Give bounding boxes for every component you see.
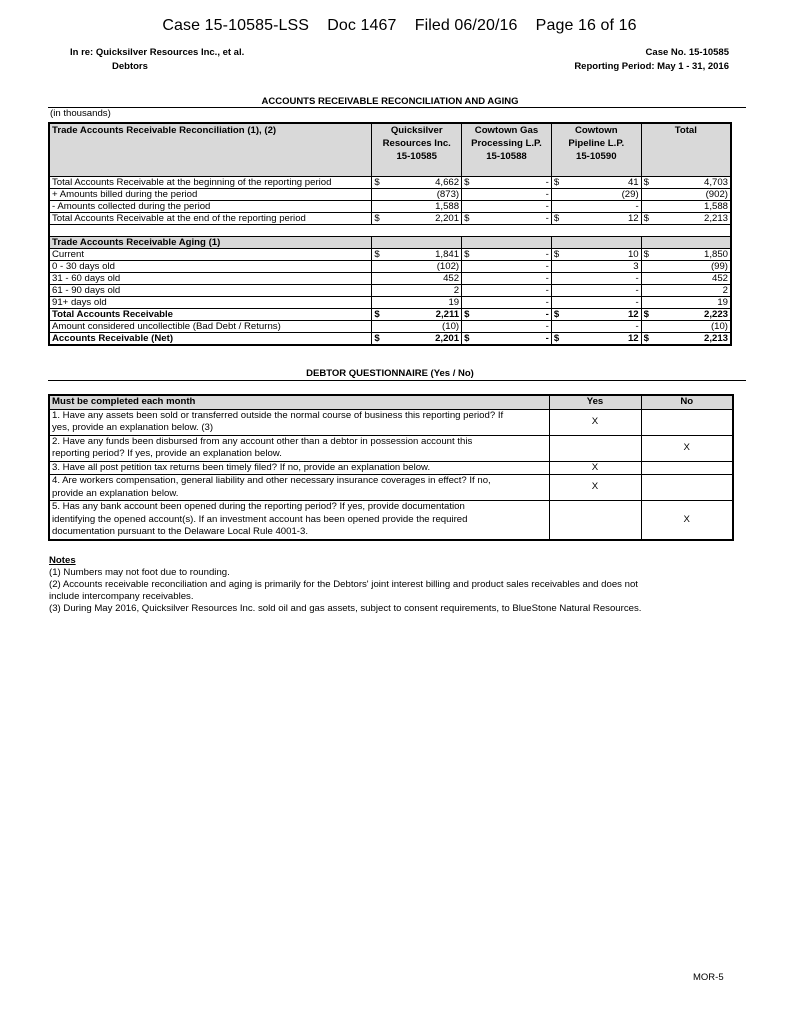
ar-currency-sign — [372, 261, 386, 273]
ar-amount-cell: 12 — [565, 213, 641, 225]
ar-section-title: ACCOUNTS RECEIVABLE RECONCILIATION AND AGING — [261, 96, 519, 107]
ar-amount-cell: - — [476, 285, 552, 297]
ar-amount-cell: 2,223 — [655, 309, 731, 321]
ar-currency-sign: $ — [372, 309, 386, 321]
question-text — [49, 475, 549, 501]
ar-currency-sign — [462, 261, 476, 273]
ar-amount-cell: 1,841 — [386, 249, 462, 261]
ar-amount-cell: 452 — [386, 273, 462, 285]
ar-row-label: 31 - 60 days old — [49, 273, 372, 285]
question-line: 5. Has any bank account been opened during the reporting period? If yes, provide documentation — [52, 501, 465, 512]
ar-currency-sign — [372, 297, 386, 309]
ar-row-label: Total Accounts Receivable at the beginning of the reporting period — [49, 177, 372, 189]
question-line: provide an explanation below. — [52, 487, 179, 499]
question-text — [49, 501, 549, 540]
ar-row-label: + Amounts billed during the period — [49, 189, 372, 201]
no-answer-cell — [641, 475, 733, 501]
ar-amount-cell: 41 — [565, 177, 641, 189]
ar-column-header — [641, 123, 731, 177]
ar-amount-cell: - — [565, 201, 641, 213]
question-line: reporting period? If yes, provide an explanation below. — [52, 448, 282, 459]
units-note: (in thousands) — [50, 108, 111, 119]
ar-currency-sign — [372, 273, 386, 285]
ar-amount-cell: - — [476, 333, 552, 346]
ar-currency-sign: $ — [641, 333, 655, 346]
yes-answer-cell: X — [549, 409, 641, 435]
ar-currency-sign: $ — [551, 177, 565, 189]
ar-amount-cell: (10) — [386, 321, 462, 333]
ar-amount-cell: 452 — [655, 273, 731, 285]
aging-header-blank — [462, 237, 552, 249]
ar-column-header-line: Processing L.P. — [471, 138, 542, 149]
ar-amount-cell: 1,588 — [386, 201, 462, 213]
questionnaire-row — [49, 475, 733, 501]
ar-header-label: Trade Accounts Receivable Reconciliation (1), (2) — [49, 123, 372, 177]
no-answer-cell: X — [641, 435, 733, 461]
ar-currency-sign — [641, 189, 655, 201]
ar-currency-sign — [551, 273, 565, 285]
ar-amount-cell: - — [476, 273, 552, 285]
ar-currency-sign — [462, 297, 476, 309]
ar-column-header-line: 15-10590 — [575, 151, 617, 162]
reporting-period: Reporting Period: May 1 - 31, 2016 — [574, 61, 729, 72]
ar-currency-sign — [462, 321, 476, 333]
ar-currency-sign: $ — [462, 309, 476, 321]
in-re-caption: In re: Quicksilver Resources Inc., et al. — [70, 47, 245, 58]
ar-currency-sign — [462, 189, 476, 201]
questionnaire-row — [49, 461, 733, 475]
ar-amount-cell: - — [565, 285, 641, 297]
questionnaire-title-rule — [48, 380, 746, 381]
ar-amount-cell: 1,588 — [655, 201, 731, 213]
ar-amount-cell: 4,662 — [386, 177, 462, 189]
ar-data-row — [49, 261, 731, 273]
ar-amount-cell: (10) — [655, 321, 731, 333]
ar-column-header-line: Cowtown — [574, 125, 618, 136]
questionnaire-head-label: Must be completed each month — [49, 395, 549, 409]
ar-currency-sign — [372, 321, 386, 333]
question-line: 4. Are workers compensation, general liability and other necessary insurance coverages in effect? If no, — [52, 475, 491, 486]
ar-amount-cell: 2 — [655, 285, 731, 297]
ar-currency-sign: $ — [372, 333, 386, 346]
ar-amount-cell: (873) — [386, 189, 462, 201]
ar-amount-cell: - — [476, 249, 552, 261]
ar-currency-sign: $ — [641, 213, 655, 225]
question-line: 2. Have any funds been disbursed from any account other than a debtor in possession account this — [52, 435, 473, 447]
ar-data-row — [49, 201, 731, 213]
ar-amount-cell: (102) — [386, 261, 462, 273]
court-filing-header: Case 15-10585-LSS Doc 1467 Filed 06/20/16 Page 16 of 16 — [162, 17, 637, 34]
aging-header-blank — [551, 237, 641, 249]
ar-column-header-line — [644, 137, 728, 150]
ar-row-label: Amount considered uncollectible (Bad Debt / Returns) — [49, 321, 372, 333]
no-column-header: No — [641, 395, 733, 409]
ar-currency-sign: $ — [551, 309, 565, 321]
ar-amount-cell: - — [476, 297, 552, 309]
note-line: (3) During May 2016, Quicksilver Resources Inc. sold oil and gas assets, subject to consent requirements, to BlueStone Natural Resources. — [49, 603, 642, 614]
ar-title-rule — [48, 107, 746, 108]
ar-data-row — [49, 333, 731, 346]
aging-header-label: Trade Accounts Receivable Aging (1) — [49, 237, 372, 249]
ar-amount-cell: - — [476, 309, 552, 321]
ar-currency-sign: $ — [462, 177, 476, 189]
ar-amount-cell: 2,211 — [386, 309, 462, 321]
ar-row-label: Total Accounts Receivable at the end of the reporting period — [49, 213, 372, 225]
ar-currency-sign: $ — [641, 309, 655, 321]
ar-currency-sign: $ — [462, 213, 476, 225]
ar-amount-cell: 2,201 — [386, 213, 462, 225]
ar-currency-sign: $ — [372, 249, 386, 261]
yes-column-header: Yes — [549, 395, 641, 409]
no-answer-cell: X — [641, 501, 733, 540]
ar-column-header-line: Total — [674, 125, 697, 136]
ar-column-header-line: 15-10585 — [396, 151, 437, 162]
ar-amount-cell: - — [565, 297, 641, 309]
ar-currency-sign: $ — [372, 177, 386, 189]
note-line: (2) Accounts receivable reconciliation and aging is primarily for the Debtors' joint interest billing and product sales receivables and does not — [49, 579, 638, 590]
ar-row-label: 61 - 90 days old — [49, 285, 372, 297]
ar-data-row — [49, 297, 731, 309]
ar-column-header-line: Cowtown Gas — [474, 125, 539, 136]
ar-amount-cell: 10 — [565, 249, 641, 261]
no-answer-cell — [641, 409, 733, 435]
ar-data-row — [49, 309, 731, 321]
question-text — [49, 435, 549, 461]
ar-currency-sign: $ — [641, 249, 655, 261]
question-line: identifying the opened account(s). If an investment account has been opened provide the required — [52, 513, 468, 525]
questionnaire-header-row — [49, 395, 733, 409]
ar-data-row — [49, 189, 731, 201]
question-line: 1. Have any assets been sold or transferred outside the normal course of business this reporting period? If — [52, 409, 504, 421]
ar-currency-sign — [641, 261, 655, 273]
note-line: include intercompany receivables. — [49, 591, 194, 602]
ar-data-row — [49, 321, 731, 333]
ar-currency-sign: $ — [551, 213, 565, 225]
ar-column-header — [462, 123, 552, 177]
ar-spacer-row — [49, 225, 731, 237]
ar-header-row — [49, 123, 731, 177]
ar-amount-cell: - — [476, 201, 552, 213]
ar-currency-sign — [551, 189, 565, 201]
ar-amount-cell: - — [476, 321, 552, 333]
questionnaire-title: DEBTOR QUESTIONNAIRE (Yes / No) — [306, 368, 474, 379]
ar-currency-sign — [641, 201, 655, 213]
ar-amount-cell: 2,213 — [655, 333, 731, 346]
ar-row-label: Accounts Receivable (Net) — [49, 333, 372, 346]
ar-amount-cell: 4,703 — [655, 177, 731, 189]
questionnaire-row — [49, 435, 733, 461]
ar-data-row — [49, 177, 731, 189]
yes-answer-cell — [549, 435, 641, 461]
ar-amount-cell: 19 — [655, 297, 731, 309]
ar-amount-cell: 2,213 — [655, 213, 731, 225]
ar-amount-cell: - — [476, 213, 552, 225]
question-text — [49, 461, 549, 475]
debtors-caption: Debtors — [112, 61, 148, 72]
ar-column-header-line: 15-10588 — [486, 151, 527, 162]
ar-currency-sign — [462, 201, 476, 213]
ar-currency-sign — [551, 297, 565, 309]
ar-currency-sign: $ — [372, 213, 386, 225]
yes-answer-cell: X — [549, 461, 641, 475]
yes-answer-cell — [549, 501, 641, 540]
ar-amount-cell: - — [565, 321, 641, 333]
notes-title: Notes — [49, 555, 76, 566]
ar-currency-sign: $ — [551, 333, 565, 346]
page-footer-label: MOR-5 — [693, 972, 724, 983]
ar-amount-cell: - — [476, 189, 552, 201]
ar-currency-sign — [372, 201, 386, 213]
ar-amount-cell: (99) — [655, 261, 731, 273]
ar-row-label: Current — [49, 249, 372, 261]
questionnaire-row — [49, 409, 733, 435]
ar-data-row — [49, 285, 731, 297]
note-line: (1) Numbers may not foot due to rounding. — [49, 567, 230, 578]
ar-currency-sign — [641, 273, 655, 285]
ar-amount-cell: 12 — [565, 333, 641, 346]
ar-row-label: Total Accounts Receivable — [49, 309, 372, 321]
ar-amount-cell: (902) — [655, 189, 731, 201]
debtor-questionnaire-table — [48, 394, 734, 541]
ar-currency-sign — [641, 321, 655, 333]
ar-currency-sign — [372, 189, 386, 201]
ar-column-header-line — [644, 150, 728, 163]
aging-header-row — [49, 237, 731, 249]
ar-amount-cell: 1,850 — [655, 249, 731, 261]
ar-column-header-line: Quicksilver — [390, 125, 443, 136]
ar-amount-cell: (29) — [565, 189, 641, 201]
ar-column-header — [551, 123, 641, 177]
ar-data-row — [49, 249, 731, 261]
ar-currency-sign: $ — [641, 177, 655, 189]
ar-currency-sign — [551, 261, 565, 273]
ar-currency-sign — [551, 201, 565, 213]
case-number: Case No. 15-10585 — [645, 47, 729, 58]
ar-amount-cell: 2 — [386, 285, 462, 297]
ar-amount-cell: 3 — [565, 261, 641, 273]
aging-header-blank — [641, 237, 731, 249]
ar-data-row — [49, 273, 731, 285]
aging-header-blank — [372, 237, 462, 249]
ar-amount-cell: - — [565, 273, 641, 285]
ar-currency-sign — [551, 285, 565, 297]
question-line: 3. Have all post petition tax returns been timely filed? If no, provide an explanation below. — [52, 461, 431, 473]
ar-data-row — [49, 213, 731, 225]
ar-amount-cell: 12 — [565, 309, 641, 321]
question-line: documentation pursuant to the Delaware Local Rule 4001-3. — [52, 526, 308, 537]
ar-row-label: - Amounts collected during the period — [49, 201, 372, 213]
ar-currency-sign: $ — [462, 249, 476, 261]
ar-currency-sign — [462, 285, 476, 297]
ar-amount-cell: 2,201 — [386, 333, 462, 346]
ar-row-label: 91+ days old — [49, 297, 372, 309]
ar-currency-sign — [551, 321, 565, 333]
ar-currency-sign — [641, 285, 655, 297]
ar-column-header — [372, 123, 462, 177]
notes-section — [49, 555, 739, 615]
ar-reconciliation-table — [48, 122, 732, 346]
questionnaire-row — [49, 501, 733, 540]
ar-column-header-line: Pipeline L.P. — [568, 138, 625, 149]
ar-column-header-line: Resources Inc. — [382, 138, 451, 149]
ar-currency-sign: $ — [551, 249, 565, 261]
ar-spacer-cell — [49, 225, 731, 237]
ar-currency-sign: $ — [462, 333, 476, 346]
no-answer-cell — [641, 461, 733, 475]
ar-amount-cell: 19 — [386, 297, 462, 309]
yes-answer-cell: X — [549, 475, 641, 501]
ar-amount-cell: - — [476, 261, 552, 273]
ar-currency-sign — [641, 297, 655, 309]
question-line: yes, provide an explanation below. (3) — [52, 422, 214, 433]
ar-row-label: 0 - 30 days old — [49, 261, 372, 273]
ar-currency-sign — [462, 273, 476, 285]
ar-amount-cell: - — [476, 177, 552, 189]
ar-currency-sign — [372, 285, 386, 297]
question-text — [49, 409, 549, 435]
